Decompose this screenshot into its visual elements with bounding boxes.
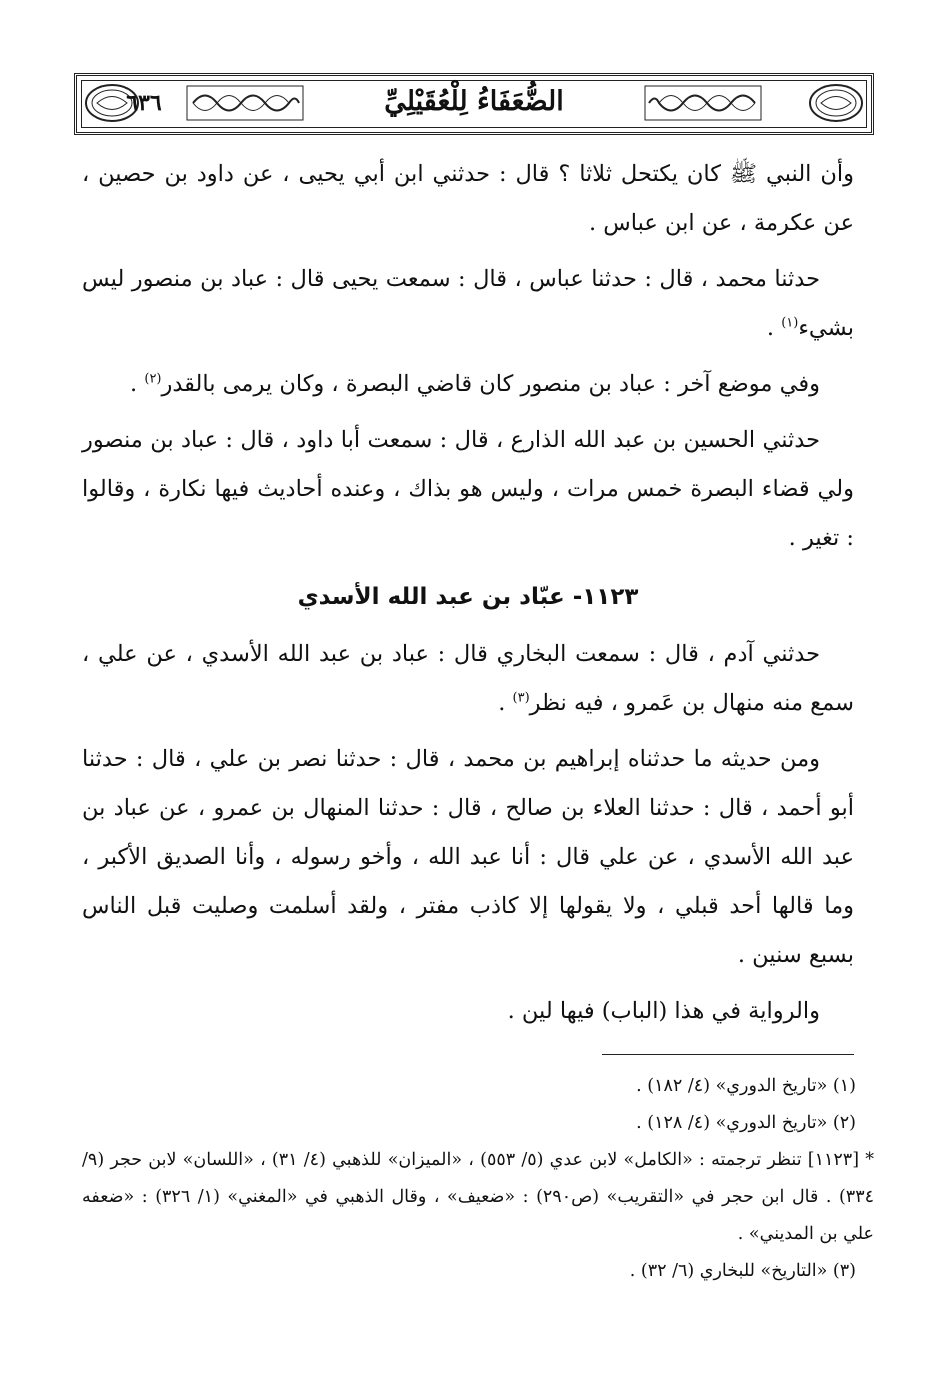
footnote: (٢) «تاريخ الدوري» (٤/ ١٢٨) . (636, 1113, 856, 1133)
main-text (82, 150, 854, 1043)
footnotes (82, 1068, 874, 1290)
footnote-ref: (٢) (144, 371, 162, 387)
paragraph-text: ومن حديثه ما حدثناه إبراهيم بن محمد ، قال : حدثنا نصر بن علي ، قال : حدثنا أبو أحمد ، قال : حدثنا العلاء بن صالح ، قال : حدثنا المنهال بن عمرو ، عن عباد بن عبد الله الأسدي ، عن علي قال : أنا عبد الله ، وأخو رسوله ، وأنا الصديق الأكبر ، وما قالها أحد قبلي ، ولا يقولها إلا كاذب مفتر ، ولقد أسلمت وصليت قبل الناس بسبع سنين . (82, 746, 854, 968)
page-number: ٦٣٦ (126, 90, 162, 116)
paragraph-text: حدثنا محمد ، قال : حدثنا عباس ، قال : سمعت يحيى قال : عباد بن منصور ليس بشيء (82, 266, 854, 341)
ornamental-seal-icon (807, 82, 865, 124)
arabesque-ornament-icon (643, 84, 763, 122)
footnote-divider (602, 1054, 854, 1055)
footnote-ref: (١) (781, 315, 799, 331)
running-title: الضُّعَفَاءُ لِلْعُقَيْلِيِّ (384, 86, 564, 117)
paragraph-text: حدثني آدم ، قال : سمعت البخاري قال : عباد بن عبد الله الأسدي ، عن علي ، سمع منه منهال بن عَمرو ، فيه نظر (82, 641, 854, 716)
paragraph (82, 987, 854, 1036)
paragraph: حدثني آدم ، قال : سمعت البخاري قال : عباد بن عبد الله الأسدي ، عن علي ، سمع منه منهال بن عَمرو ، فيه نظر$^{(٣)}$ . (82, 641, 854, 716)
page-header (74, 73, 874, 135)
paragraph: حدثنا محمد ، قال : حدثنا عباس ، قال : سمعت يحيى قال : عباد بن منصور ليس بشيء$^{(١)}$ . (82, 266, 854, 341)
paragraph-text: وأن النبي ﷺ كان يكتحل ثلاثا ؟ قال : حدثني ابن أبي يحيى ، عن داود بن حصين ، عن عكرمة ، عن ابن عباس . (82, 161, 854, 236)
paragraph-text: حدثني الحسين بن عبد الله الذارع ، قال : سمعت أبا داود ، قال : عباد بن منصور ولي قضاء البصرة خمس مرات ، وليس هو بذاك ، وعنده أحاديث فيها نكارة ، وقالوا : تغير . (82, 427, 854, 551)
footnote: (٣) «التاريخ» للبخاري (٦/ ٣٢) . (629, 1261, 856, 1281)
footnote: (١) «تاريخ الدوري» (٤/ ١٨٢) . (636, 1076, 856, 1096)
footnote-entry-note: * [١١٢٣] تنظر ترجمته : «الكامل» لابن عدي (٥/ ٥٥٣) ، «الميزان» للذهبي (٤/ ٣١) ، «اللسان» لابن حجر (٩/ ٣٣٤) . قال ابن حجر في «التقريب» (ص٢٩٠) : «ضعيف» ، وقال الذهبي في «المغني» (١/ ٣٢٦) : «ضعفه علي بن المديني» . (82, 1150, 874, 1244)
footnote-ref: (٣) (512, 690, 530, 706)
paragraph-text: والرواية في هذا (الباب) فيها لين . (507, 998, 820, 1024)
paragraph (82, 150, 854, 248)
paragraph: وفي موضع آخر : عباد بن منصور كان قاضي البصرة ، وكان يرمى بالقدر$^{(٢)}$ . (130, 371, 820, 397)
paragraph-text: وفي موضع آخر : عباد بن منصور كان قاضي البصرة ، وكان يرمى بالقدر (161, 371, 820, 397)
paragraph (82, 735, 854, 980)
paragraph (82, 416, 854, 563)
entry-heading: ١١٢٣- عبّاد بن عبد الله الأسدي (297, 584, 639, 610)
